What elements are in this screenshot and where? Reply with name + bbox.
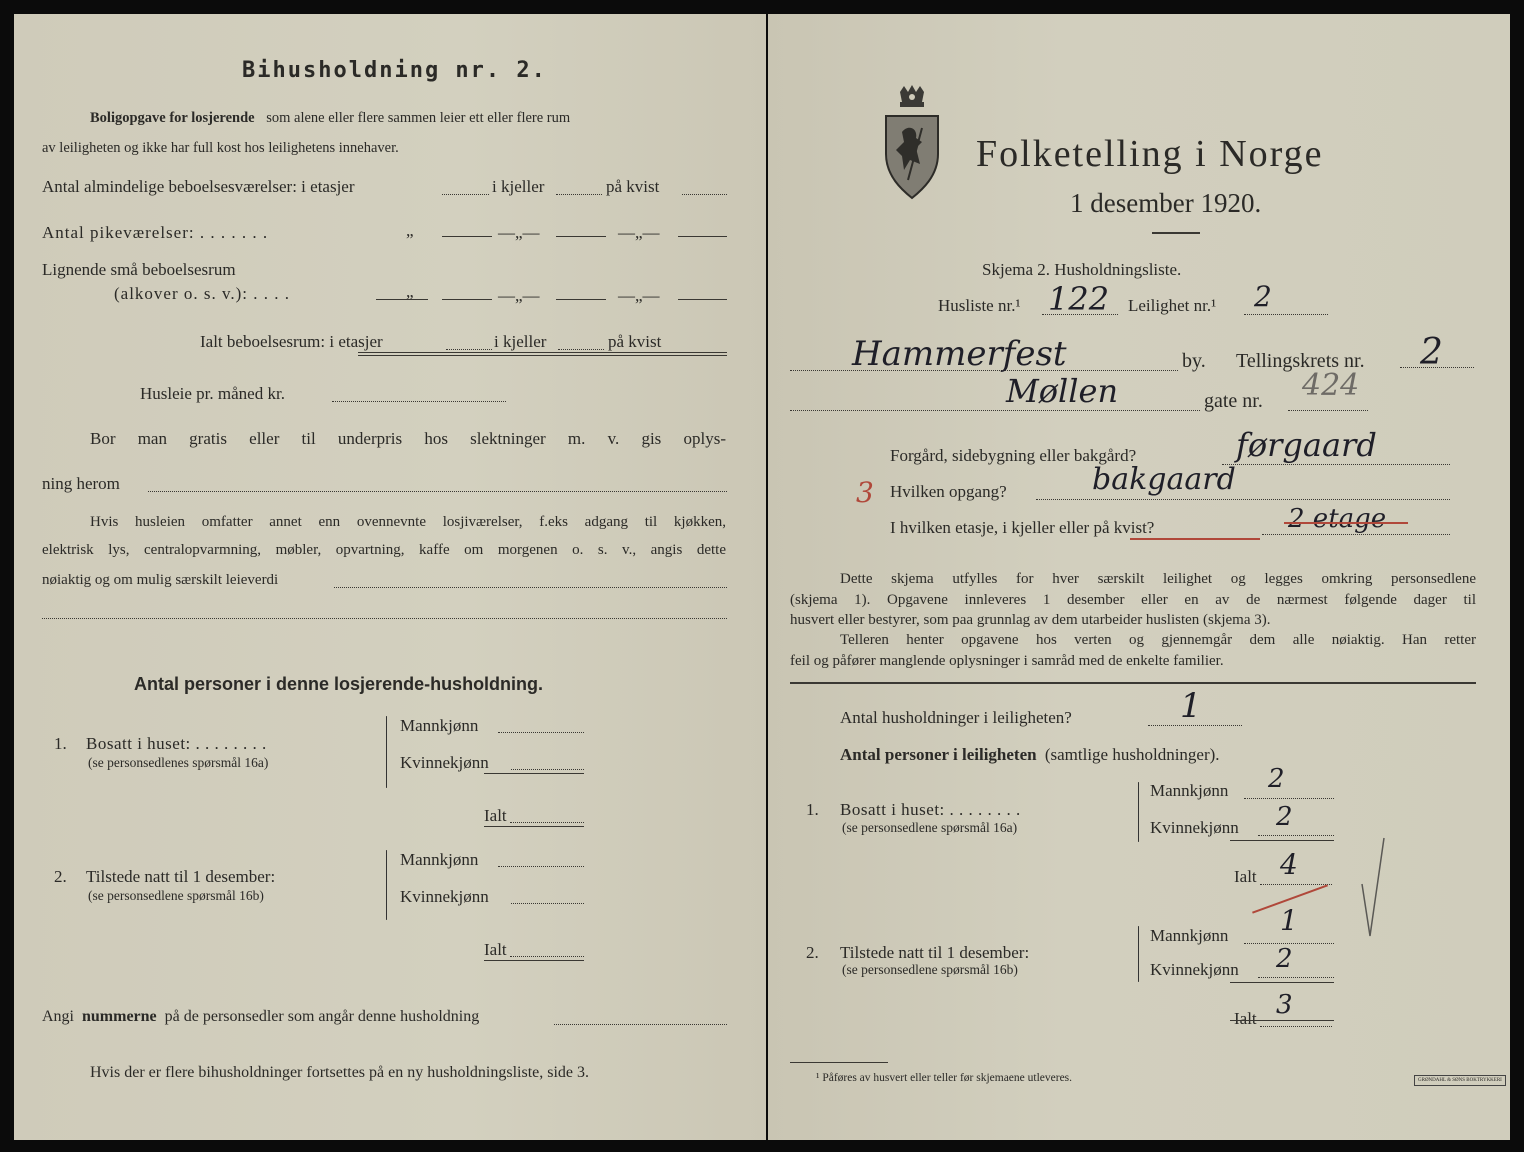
instr-line-2: (skjema 1). Opgavene innleveres 1 desember eller en av de nærmest følgende dager til xyxy=(790,592,1476,608)
pike-ditto-2: —„— xyxy=(498,223,540,242)
row-alm-label: Antal almindelige beboelsesværelser: i etasjer xyxy=(42,177,355,196)
alm-kvist: på kvist xyxy=(606,177,660,196)
angi-bold: nummerne xyxy=(82,1008,157,1025)
husleie-line xyxy=(332,401,506,402)
left-bosatt-brace xyxy=(386,716,387,788)
left-bosatt-kvinne: Kvinnekjønn xyxy=(400,753,489,772)
instr-rule xyxy=(790,682,1476,684)
etasje-red-underline xyxy=(1130,538,1260,540)
right-tilstede-label: Tilstede natt til 1 desember: xyxy=(840,943,1030,962)
row-lign-label-2: (alkover o. s. v.): . . . . xyxy=(114,284,291,303)
instr-line-4: Telleren henter opgavene hos verten og gjennemgår dem alle nøiaktig. Han retter xyxy=(840,632,1476,648)
right-bosatt-sub: (se personsedlene spørsmål 16a) xyxy=(842,820,1018,835)
right-tilstede-mann-value: 1 xyxy=(1280,904,1298,937)
right-bosatt-kvinne-line xyxy=(1258,835,1334,836)
alm-kjeller-line xyxy=(556,194,602,195)
left-tilstede-mann-line xyxy=(498,866,584,867)
left-bosatt-mann: Mannkjønn xyxy=(400,716,479,735)
right-tilstede-sub: (se personsedlene spørsmål 16b) xyxy=(842,962,1018,977)
gate-nr-line xyxy=(1288,410,1368,411)
right-tilstede-mann: Mannkjønn xyxy=(1150,926,1229,945)
right-tilstede-kvinne: Kvinnekjønn xyxy=(1150,960,1239,979)
lign-ditto-3: —„— xyxy=(618,286,660,305)
ialt-kjeller-line xyxy=(558,349,604,350)
etasje-value: 2 etage xyxy=(1288,504,1387,534)
antal-hush-value: 1 xyxy=(1180,686,1202,726)
ialt-kjeller: i kjeller xyxy=(494,332,547,351)
left-footer: Hvis der er flere bihusholdninger fortsettes på en ny husholdningsliste, side 3. xyxy=(90,1064,590,1081)
intro-line-1 xyxy=(90,110,727,127)
small-line-3-fill xyxy=(334,587,727,588)
leilighet-value: 2 xyxy=(1254,280,1272,313)
right-bosatt-mann-value: 2 xyxy=(1268,764,1285,794)
left-tilstede-num: 2. xyxy=(54,867,67,886)
check-mark-icon xyxy=(1358,832,1388,942)
census-date: 1 desember 1920. xyxy=(1070,188,1262,218)
instr-line-3: husvert eller bestyrer, som paa grunnlag av dem utarbeider huslisten (skjema 3). xyxy=(790,612,1271,628)
ialt-underline-2 xyxy=(358,355,727,356)
left-tilstede-ialt-sol xyxy=(484,960,584,961)
left-bosatt-mann-line xyxy=(498,732,584,733)
left-page xyxy=(14,14,766,1140)
right-tilstede-kvinne-line xyxy=(1258,977,1334,978)
tellingskrets-label: Tellingskrets nr. xyxy=(1236,350,1365,372)
instr-line-5: feil og påfører manglende oplysninger i samråd med de enkelte familier. xyxy=(790,653,1224,669)
right-tilstede-ialt-line xyxy=(1260,1026,1332,1027)
persons-heading-left: Antal personer i denne losjerende-husholdning. xyxy=(134,674,544,694)
lign-line-1 xyxy=(442,299,492,300)
left-bosatt-ialt-line xyxy=(510,822,584,823)
right-tilstede-ialt-value: 3 xyxy=(1276,990,1293,1020)
main-title: Folketelling i Norge xyxy=(976,133,1324,175)
right-bosatt-brace xyxy=(1138,782,1139,842)
alm-kvist-line xyxy=(682,194,727,195)
left-bosatt-num: 1. xyxy=(54,734,67,753)
gate-label: gate nr. xyxy=(1204,390,1263,412)
pike-ditto-1: „ xyxy=(406,221,414,240)
pike-ditto-3: —„— xyxy=(618,223,660,242)
coat-of-arms-icon xyxy=(878,84,946,202)
extra-fill-line xyxy=(42,618,727,619)
ialt-underline xyxy=(358,352,727,353)
lign-ditto-1: „ xyxy=(406,282,414,301)
small-line-3: nøiaktig og om mulig særskilt leieverdi xyxy=(42,572,279,588)
gate-line xyxy=(790,410,1200,411)
leilighet-label: Leilighet nr.¹ xyxy=(1128,296,1217,315)
antal-hush-label: Antal husholdninger i leiligheten? xyxy=(840,708,1072,727)
angi-fill xyxy=(554,1024,727,1025)
persons-heading-right xyxy=(840,745,1220,765)
instr-line-1: Dette skjema utfylles for hver særskilt leilighet og legges omkring personsedlene xyxy=(840,571,1476,587)
right-bosatt-num: 1. xyxy=(806,800,819,819)
left-tilstede-ialt-line xyxy=(510,956,584,957)
pike-line-2 xyxy=(556,236,606,237)
right-bosatt-kvinne-sol xyxy=(1230,840,1334,841)
pike-line-1 xyxy=(442,236,492,237)
gratis-line-1: Bor man gratis eller til underpris hos slektninger m. v. gis oplys- xyxy=(90,429,726,448)
left-tilstede-kvinne: Kvinnekjønn xyxy=(400,887,489,906)
etasje-line xyxy=(1262,534,1450,535)
left-bosatt-kvinne-line xyxy=(511,769,584,770)
right-bosatt-ialt-value: 4 xyxy=(1280,848,1298,881)
lign-line-3 xyxy=(678,299,727,300)
tellingskrets-value: 2 xyxy=(1420,332,1443,373)
right-tilstede-num: 2. xyxy=(806,943,819,962)
ialt-kvist: på kvist xyxy=(608,332,662,351)
right-bosatt-kvinne-value: 2 xyxy=(1276,802,1293,832)
pike-line-3 xyxy=(678,236,727,237)
ialt-rum-label: Ialt beboelsesrum: i etasjer xyxy=(200,332,383,351)
title-rule xyxy=(1152,232,1200,234)
left-bosatt-kvinne-sol xyxy=(484,773,584,774)
persons-heading-bold: Antal personer i leiligheten xyxy=(840,745,1037,764)
left-tilstede-label: Tilstede natt til 1 desember: xyxy=(86,867,276,886)
alm-etasjer-line xyxy=(442,194,489,195)
forgaard-line xyxy=(1222,464,1450,465)
row-lign-label-1: Lignende små beboelsesrum xyxy=(42,260,236,279)
husliste-value: 122 xyxy=(1048,280,1110,318)
by-value: Hammerfest xyxy=(852,334,1067,374)
right-bosatt-ialt-line xyxy=(1260,884,1332,885)
persons-heading-rest: (samtlige husholdninger). xyxy=(1044,745,1220,764)
printer-stamp: GRØNDAHL & SØNS BOKTRYKKERI xyxy=(1414,1075,1506,1086)
footnote-rule xyxy=(790,1062,888,1063)
bihusholdning-title: Bihusholdning nr. 2. xyxy=(242,58,547,83)
margin-mark: 3 xyxy=(856,476,874,509)
right-bosatt-label: Bosatt i huset: . . . . . . . . xyxy=(840,800,1021,819)
right-tilstede-kvinne-value: 2 xyxy=(1276,944,1293,974)
etasje-label: I hvilken etasje, i kjeller eller på kvist? xyxy=(890,518,1155,537)
husliste-label: Husliste nr.¹ xyxy=(938,296,1021,315)
left-tilstede-brace xyxy=(386,850,387,920)
left-tilstede-mann: Mannkjønn xyxy=(400,850,479,869)
right-bosatt-mann-line xyxy=(1244,798,1334,799)
left-bosatt-ialt: Ialt xyxy=(484,806,507,825)
left-tilstede-ialt: Ialt xyxy=(484,940,507,959)
by-label: by. xyxy=(1182,350,1206,372)
angi-post: på de personsedler som angår denne husholdning xyxy=(164,1008,480,1025)
left-tilstede-sub: (se personsedlene spørsmål 16b) xyxy=(88,888,264,903)
footnote: ¹ Påføres av husvert eller teller før skjemaene utleveres. xyxy=(816,1072,1073,1084)
opgang-line xyxy=(1036,499,1450,500)
angi-line xyxy=(42,1008,479,1026)
ialt-etasjer-line xyxy=(446,349,492,350)
left-tilstede-kvinne-line xyxy=(511,903,584,904)
gate-nr-value: 424 xyxy=(1302,368,1360,403)
opgang-value: bakgaard xyxy=(1092,462,1236,497)
gate-value: Møllen xyxy=(1006,372,1119,410)
husleie-label: Husleie pr. måned kr. xyxy=(140,384,285,403)
gratis-line xyxy=(148,491,727,492)
forgaard-label: Forgård, sidebygning eller bakgård? xyxy=(890,446,1137,465)
right-page xyxy=(768,14,1510,1140)
right-bosatt-kvinne: Kvinnekjønn xyxy=(1150,818,1239,837)
opgang-label: Hvilken opgang? xyxy=(890,482,1007,501)
skjema-label: Skjema 2. Husholdningsliste. xyxy=(982,260,1182,279)
leilighet-line xyxy=(1244,314,1328,315)
lign-line-2 xyxy=(556,299,606,300)
lign-line-0 xyxy=(376,299,428,300)
right-tilstede-kvinne-sol xyxy=(1230,982,1334,983)
intro-bold: Boligopgave for losjerende xyxy=(90,110,255,126)
right-tilstede-ialt: Ialt xyxy=(1234,1009,1257,1028)
intro-line-2: av leiligheten og ikke har full kost hos leilighetens innehaver. xyxy=(42,140,399,156)
row-pike-label: Antal pikeværelser: . . . . . . . xyxy=(42,223,269,242)
intro-rest: som alene eller flere sammen leier ett eller flere rum xyxy=(266,110,571,126)
right-tilstede-brace xyxy=(1138,926,1139,982)
small-line-2: elektrisk lys, centralopvarmning, møbler, opvartning, kaffe om morgenen o. s. v., angis dette xyxy=(42,542,726,558)
gratis-line-2: ning herom xyxy=(42,474,120,493)
right-tilstede-ialt-sol xyxy=(1230,1020,1334,1021)
forgaard-value: førgaard xyxy=(1236,426,1377,464)
right-bosatt-mann: Mannkjønn xyxy=(1150,781,1229,800)
left-bosatt-sub: (se personsedlenes spørsmål 16a) xyxy=(88,755,269,770)
lign-ditto-2: —„— xyxy=(498,286,540,305)
etasje-strike xyxy=(1284,522,1408,524)
left-bosatt-ialt-sol xyxy=(484,826,584,827)
small-line-1: Hvis husleien omfatter annet enn ovennevnte losjiværelser, f.eks adgang til kjøkken, xyxy=(90,514,726,530)
angi-pre: Angi xyxy=(42,1008,74,1025)
left-bosatt-label: Bosatt i huset: . . . . . . . . xyxy=(86,734,267,753)
right-bosatt-ialt: Ialt xyxy=(1234,867,1257,886)
alm-kjeller: i kjeller xyxy=(492,177,545,196)
